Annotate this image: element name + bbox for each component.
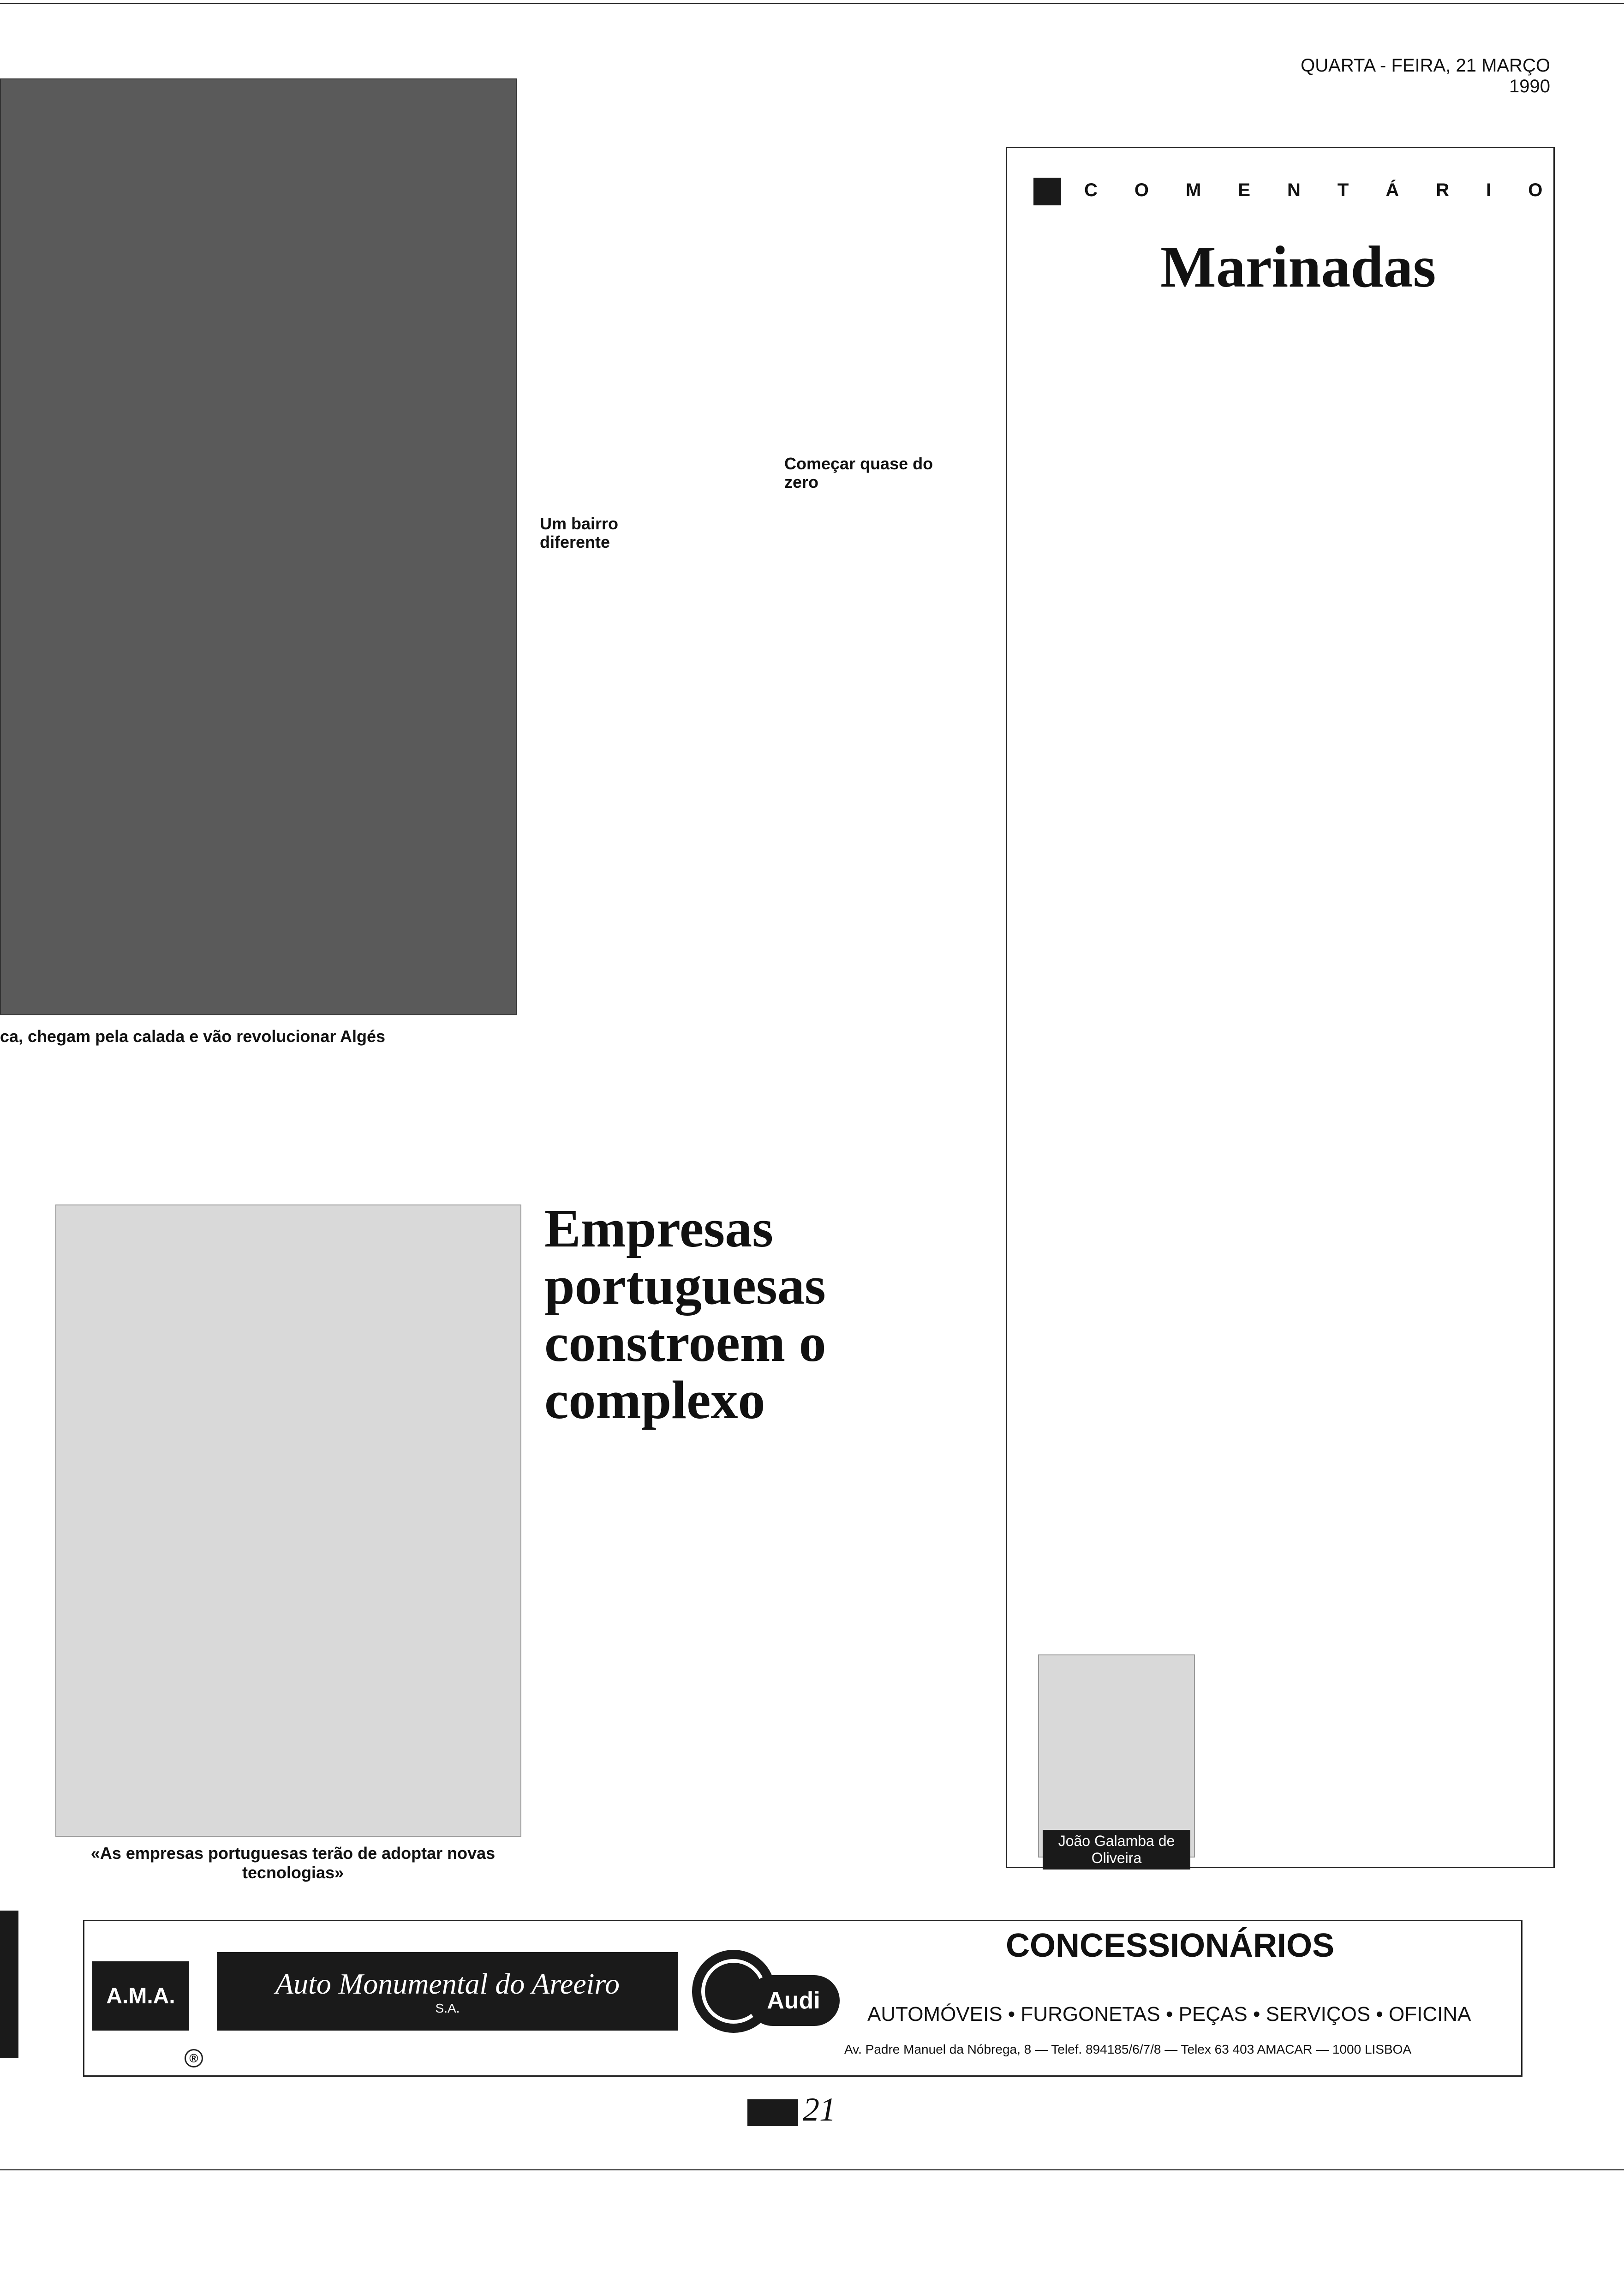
author-photo-caption: João Galamba de Oliveira [1043, 1830, 1190, 1870]
concessionarios-heading: CONCESSIONÁRIOS [1006, 1927, 1335, 1964]
subhead-comecar: Começar quase do zero [784, 454, 933, 491]
commentary-box [1006, 147, 1555, 1868]
registered-mark: ® [185, 2049, 203, 2067]
author-photo [1038, 1654, 1195, 1858]
top-rule [0, 3, 1624, 4]
services-list: AUTOMÓVEIS • FURGONETAS • PEÇAS • SERVIÇOS • OFICINA [867, 2003, 1471, 2025]
commentary-title: Marinadas [1160, 234, 1436, 300]
page-number: 21 [803, 2091, 836, 2128]
top-left-photo [0, 78, 517, 1015]
top-left-photo-caption: ca, chegam pela calada e vão revolucionar Algés [0, 1027, 386, 1046]
publication-date: QUARTA - FEIRA, 21 MARÇO 1990 [1301, 55, 1550, 96]
woman-portrait-caption: «As empresas portuguesas terão de adoptar novas tecnologias» [90, 1844, 496, 1882]
left-edge-bar [0, 1911, 18, 2058]
auto-monumental-sa: S.A. [435, 2001, 460, 2015]
ama-logo: A.M.A. [92, 1961, 189, 2031]
audi-logo: Audi [747, 1975, 840, 2026]
auto-monumental-text: Auto Monumental do Areeiro [275, 1967, 620, 2000]
bottom-rule [0, 2169, 1624, 2170]
dealer-address: Av. Padre Manuel da Nóbrega, 8 — Telef. 894185/6/7/8 — Telex 63 403 AMACAR — 1000 LISBOA [844, 2042, 1412, 2056]
woman-portrait-photo [55, 1204, 521, 1837]
page-footer [747, 2091, 886, 2129]
headline-empresas: Empresas portuguesas constroem o complexo [544, 1198, 826, 1430]
auto-monumental-logo [217, 1952, 678, 2031]
dl-logo-icon [747, 2099, 798, 2126]
commentary-square-icon [1033, 178, 1061, 205]
commentary-label: COMENTÁRIO [1084, 180, 1580, 200]
subhead-um-bairro: Um bairro diferente [540, 514, 619, 551]
